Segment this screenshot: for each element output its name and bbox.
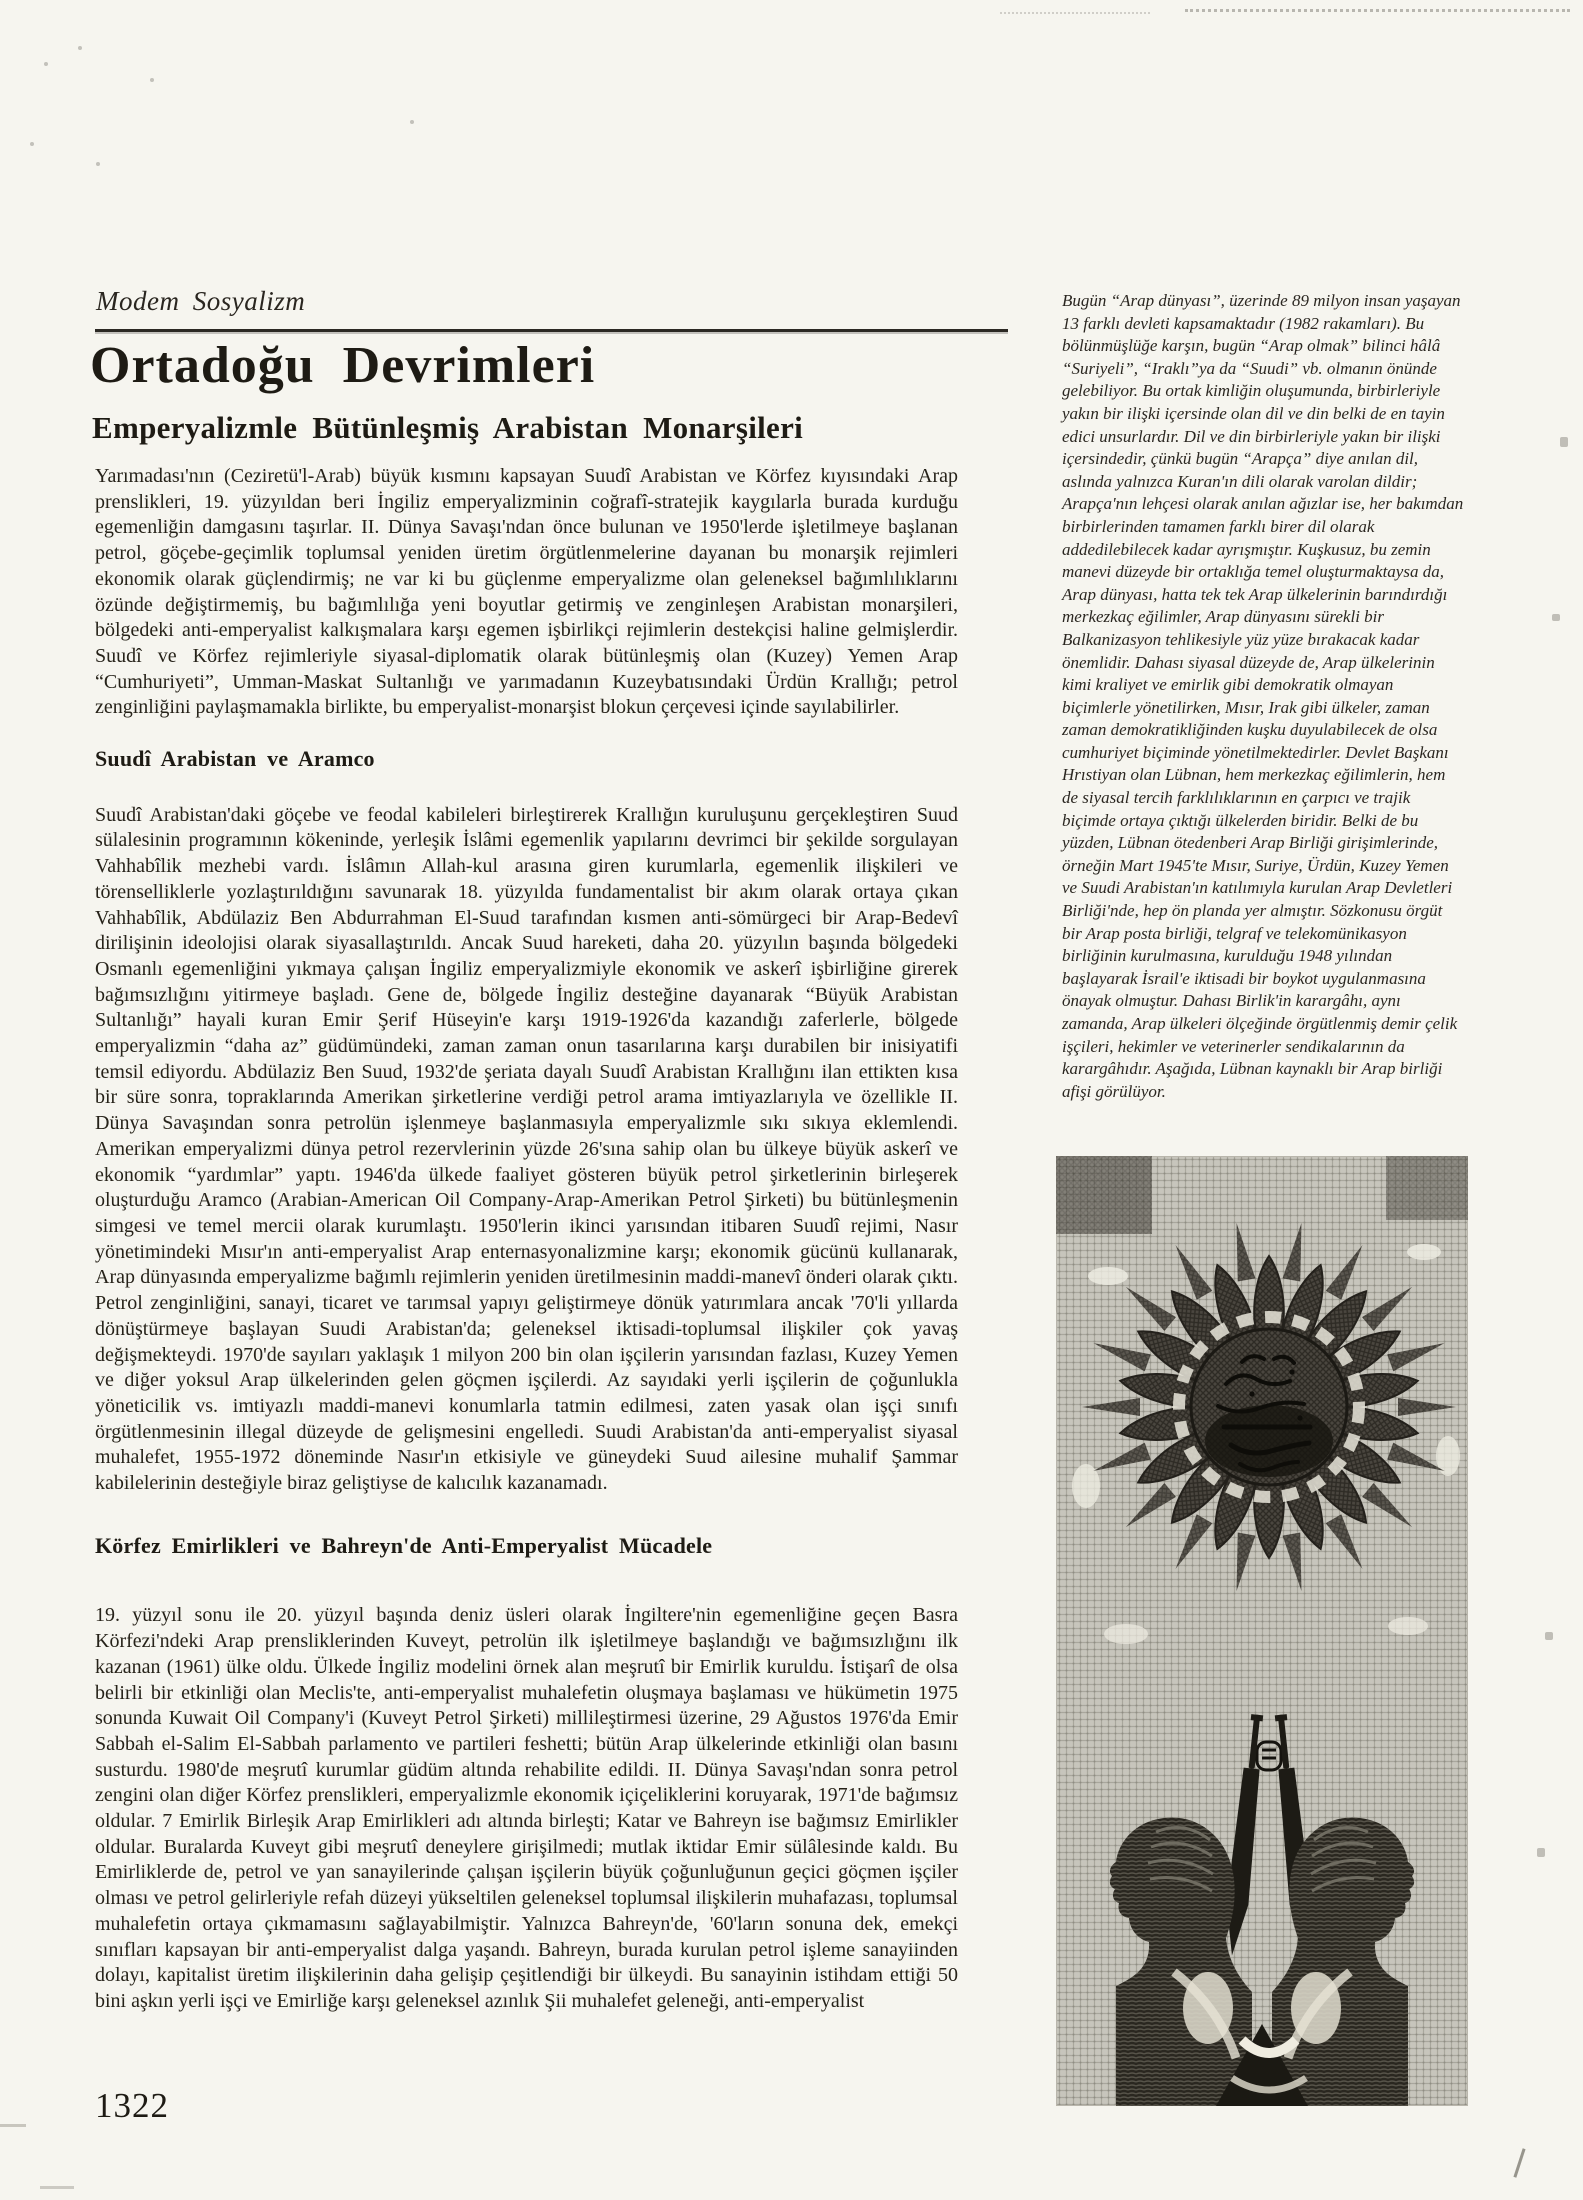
scan-artifact: [44, 62, 48, 66]
scan-artifact: [1560, 437, 1568, 447]
scan-artifact: [1545, 1632, 1553, 1640]
scan-artifact: [150, 78, 154, 82]
scan-artifact: [1552, 614, 1560, 621]
scan-artifact: [1000, 12, 1150, 14]
gulf-paragraph: 19. yüzyıl sonu ile 20. yüzyıl başında deniz üsleri olarak İngiltere'nin egemenliğine geçen Basra Körfezi'ndeki Arap prensliklerinden Kuveyt, petrolün ilk işletilmeye başlandığı ve bağımsızlığını ilk kazanan (1961) ülke oldu. Ülkede İngiliz modelini örnek alan meşrutî bir Emirlik kuruldu. İstişarî de olsa belirli bir etkinliği olan Meclis'te, anti-emperyalist muhalefetin oluşmaya başlaması ve hükümetin 1975 sonunda Kuwait Oil Company'i (Kuveyt Petrol Şirketi) millileştirmesi üzerine, 29 Ağustos 1976'da Emir Sabbah el-Salim El-Sabbah parlamento ve partileri feshetti; bütün Arap ülkelerinde etkinliği olan basını susturdu. 1980'de meşrutî kurumlar güdüm altında rehabilite edildi. II. Dünya Savaşı'ndan sonra petrol zengini olan diğer Körfez prenslikleri, emperyalizmle ekonomik içiçeliklerini koruyarak, 1971'de bağımsız oldular. 7 Emirlik Birleşik Arap Emirlikleri adı altında birleşti; Katar ve Bahreyn ise bağımsız Emirlikler oldular. Buralarda Kuveyt gibi meşrutî deneylere girişilmedi; mutlak iktidar Emir sülâlesinde kaldı. Bu Emirliklerde de, petrol ve yan sanayilerinde çalışan işçilerin büyük çoğunluğunun geçici göçmen işçiler olması ve petrol gelirleriyle refah düzeyi yükseltilen geleneksel toplumsal ilişkilerin muhafazası, toplumsal muhalefetin ortaya çıkmamasını sağlayabilmiştir. Yalnızca Bahreyn'de, '60'ların sonuna dek, emekçi sınıfları kapsayan bir anti-emperyalist dalga yaşandı. Bahreyn, burada kurulan petrol işleme sanayiinden dolayı, kapitalist üretim ilişkilerinin daha gelişip çeşitlendiği bir ülkeydi. Bu sanayinin istihdam ettiği 50 bini aşkın yerli işçi ve Emirliğe karşı geleneksel azınlık Şii muhalefet geleneği, anti-emperyalist: [95, 1604, 958, 2012]
scan-artifact: [1513, 2148, 1525, 2177]
article-body: [95, 464, 958, 2015]
aramco-paragraph: Suudî Arabistan'daki göçebe ve feodal kabileleri birleştirerek Krallığın kuruluşunu gerçekleştiren Suud sülalesinin programının kökeninde, yerleşik İslâmi egemenlik yapılarını devrimci bir şekilde sorgulayan Vahhabîlik mezhebi vardı. İslâmın Allah-kul arasına giren kurumlarla, egemenlik ilişkileri ve törenselliklerle yozlaştırıldığını savunarak 18. yüzyılda fundamentalist bir akım olarak ortaya çıkan Vahhabîlik, Abdülaziz Ben Abdurrahman El-Suud tarafından kısmen anti-sömürgeci bir Arap-Bedevî dirilişinin ideolojisi olarak siyasallaştırıldı. Ancak Suud hareketi, daha 20. yüzyılın başında bölgedeki Osmanlı egemenliğini yıkmaya çalışan İngiliz emperyalizmiyle ekonomik ve askerî işbirliğine girerek bağımsızlığını yitirmeye başladı. Gene de, bölgede İngiliz desteğine dayanarak “Büyük Arabistan Sultanlığı” hayali kuran Emir Şerif Hüseyin'e karşı 1919-1926'da kazandığı zaferlerle, bölgede emperyalizmin “daha az” güdümündeki, zaman zaman onun tasarılarına karşı durabilen bir inisiyatifi temsil ediyordu. Abdülaziz Ben Suud, 1932'de şeriata dayalı Suudî Arabistan Krallığını ilan ettikten kısa bir süre sonra, topraklarında Amerikan şirketlerine verdiği petrol arama imtiyazlarıyla ve özellikle II. Dünya Savaşından sonra petrolün işlenmeye başlanmasıyla emperyalizmle sıkı sıkıya eklemlendi. Amerikan emperyalizmi dünya petrol rezervlerinin yüzde 26'sına sahip olan bu ülkeye büyük askerî ve ekonomik “yardımlar” yaptı. 1946'da ülkede faaliyet gösteren büyük petrol şirketlerinin birleşerek oluşturduğu Aramco (Arabian-American Oil Company-Arap-Amerikan Petrol Şirketi) bu bütünleşmenin simgesi ve temel mercii olarak kurumlaştı. 1950'lerin ikinci yarısından itibaren Suudî rejimi, Nasır yönetimindeki Mısır'ın anti-emperyalist Arap enternasyonalizmine karşı; ekonomik gücünü kullanarak, Arap dünyasında emperyalizme bağımlı rejimlerin yeniden üretilmesinin maddi-manevî önderi olarak çıktı. Petrol zenginliğini, sanayi, ticaret ve tarımsal yapıyı geliştirmeye dönük yatırımlara ancak '70'li yıllarda dönüştürmeye başlayan Suudi Arabistan'da; geleneksel iktisadi-toplumsal ilişkiler çok yavaş değişmekteydi. 1970'de sayıları yaklaşık 1 milyon 200 bin olan işçilerin yarısından fazlası, Kuzey Yemen ve diğer yoksul Arap ülkelerinden gelen göçmen işçilerdi. Az sayıdaki yerli işçilerin de çoğunlukla yöneticilik vs. imtiyazlı maddi-manevi konumlarla tatmin edilmesi, zaten yasak olan işçi sınıfı örgütlenmesinin illegal düzeyde de gelişmesini engelledi. Suudi Arabistan'da anti-emperyalist siyasal muhalefet, 1955-1972 döneminde Nasır'ın etkisiyle ve güneydeki Suud ailesine muhalif Şammar kabilelerinin desteğiyle biraz geliştiyse de kalıcılık kazanamadı.: [95, 803, 958, 1495]
page-title: Ortadoğu Devrimleri: [90, 337, 596, 394]
scan-artifact: [78, 46, 82, 50]
intro-paragraph: Yarımadası'nın (Ceziretü'l-Arab) büyük kısmını kapsayan Suudî Arabistan ve Körfez kıyısındaki Arap prenslikleri, 19. yüzyıldan beri İngiliz emperyalizminin coğrafî-stratejik kaygılarla burada kurduğu egemenliğin damgasını taşırlar. II. Dünya Savaşı'ndan önce bulunan ve 1950'lerde işletilmeye başlanan petrol, göçebe-geçimlik toplumsal yeniden üretim örgütlenmelerine dayanan bu monarşik rejimleri ekonomik olarak güçlendirmiş; ne var ki bu güçlenme emperyalizme olan geleneksel bağımlılıklarını özünde değiştirmemiş, bu bağımlılığa yeni boyutlar getirmiş ve zenginleşen Arabistan monarşileri, bölgedeki anti-emperyalist kalkışmalara karşı egemen işbirlikçi rejimlerin destekçisi haline gelmişlerdir. Suudî ve Körfez rejimleriyle siyasal-diplomatik olarak bütünleşmiş olan (Kuzey) Yemen Arap “Cumhuriyeti”, Umman-Maskat Sultanlığı ve yarımadanın Kuzeybatısındaki Ürdün Krallığı; petrol zenginliğini paylaşmamakla birlikte, bu emperyalist-monarşist blokun çerçevesi içinde sayılabilirler.: [95, 465, 958, 719]
page-subtitle: Emperyalizmle Bütünleşmiş Arabistan Monarşileri: [92, 410, 804, 445]
margin-note: [1062, 290, 1464, 1103]
scan-artifact: [96, 162, 100, 166]
scan-artifact: [0, 2124, 26, 2127]
scan-artifact: [1185, 9, 1570, 12]
header-rule: [95, 329, 1008, 332]
section-heading-gulf: Körfez Emirlikleri ve Bahreyn'de Anti-Emperyalist Mücadele: [95, 1532, 713, 1558]
section-kicker: Modem Sosyalizm: [96, 286, 306, 316]
section-heading-aramco: Suudî Arabistan ve Aramco: [95, 746, 375, 772]
page-number: 1322: [95, 2086, 169, 2125]
scan-artifact: [410, 120, 414, 124]
scan-artifact: [30, 142, 34, 146]
arab-unity-poster-image: [1056, 1156, 1468, 2106]
scan-artifact: [1537, 1848, 1545, 1857]
scan-artifact: [40, 2186, 74, 2189]
margin-note-text: Bugün “Arap dünyası”, üzerinde 89 milyon insan yaşayan 13 farklı devleti kapsamaktadır (1982 rakamları). Bu bölünmüşlüğe karşın, bugün “Arap olmak” bilinci hâlâ “Suriyeli”, “Iraklı”ya da “Suudi” vb. olmanın önünde gelebiliyor. Bu ortak kimliğin oluşumunda, birbirleriyle yakın bir ilişki içersinde olan dil ve din belki de en tayin edici unsurlardır. Dil ve din birbirleriyle yakın bir ilişki içersindedir, çünkü bugün “Arapça” diye anılan dil, aslında yalnızca Kuran'ın dili olarak varolan dildir; Arapça'nın lehçesi olarak anılan ağızlar ise, her bakımdan birbirlerinden tamamen farklı birer dil olarak addedilebilecek kadar ayrışmıştır. Kuşkusuz, bu zemin manevi düzeyde bir ortaklığa temel oluşturmaktaysa da, Arap dünyası, hatta tek tek Arap ülkelerinin barındırdığı merkezkaç eğilimler, Arap dünyasını sürekli bir Balkanizasyon tehlikesiyle yüz yüze bırakacak kadar önemlidir. Dahası siyasal düzeyde de, Arap ülkelerinin kimi kraliyet ve emirlik gibi demokratik olmayan biçimlerle yönetilirken, Mısır, Irak gibi ülkeler, zaman zaman demokratikliğinden kuşku duyulabilecek de olsa cumhuriyet biçiminde yönetilmektedirler. Devlet Başkanı Hrıstiyan olan Lübnan, hem merkezkaç eğilimlerin, hem de siyasal tercih farklılıklarının en çarpıcı ve trajik biçimde ortaya çıktığı ülkelerden biridir. Belki de bu yüzden, Lübnan ötedenberi Arap Birliği girişimlerinde, örneğin Mart 1945'te Mısır, Suriye, Ürdün, Kuzey Yemen ve Suudi Arabistan'ın katılımıyla kurulan Arap Devletleri Birliği'nde, hep ön planda yer almıştır. Sözkonusu örgüt bir Arap posta birliği, telgraf ve telekomünikasyon birliğinin kurulmasına, kurulduğu 1948 yılından başlayarak İsrail'e iktisadi bir boykot uygulanmasına önayak olmuştur. Dahası Birlik'in karargâhı, aynı zamanda, Arap ülkeleri ölçeğinde örgütlenmiş demir çelik işçileri, hekimler ve veterinerler sendikalarının da karargâhıdır. Aşağıda, Lübnan kaynaklı bir Arap birliği afişi görülüyor.: [1062, 291, 1464, 1101]
